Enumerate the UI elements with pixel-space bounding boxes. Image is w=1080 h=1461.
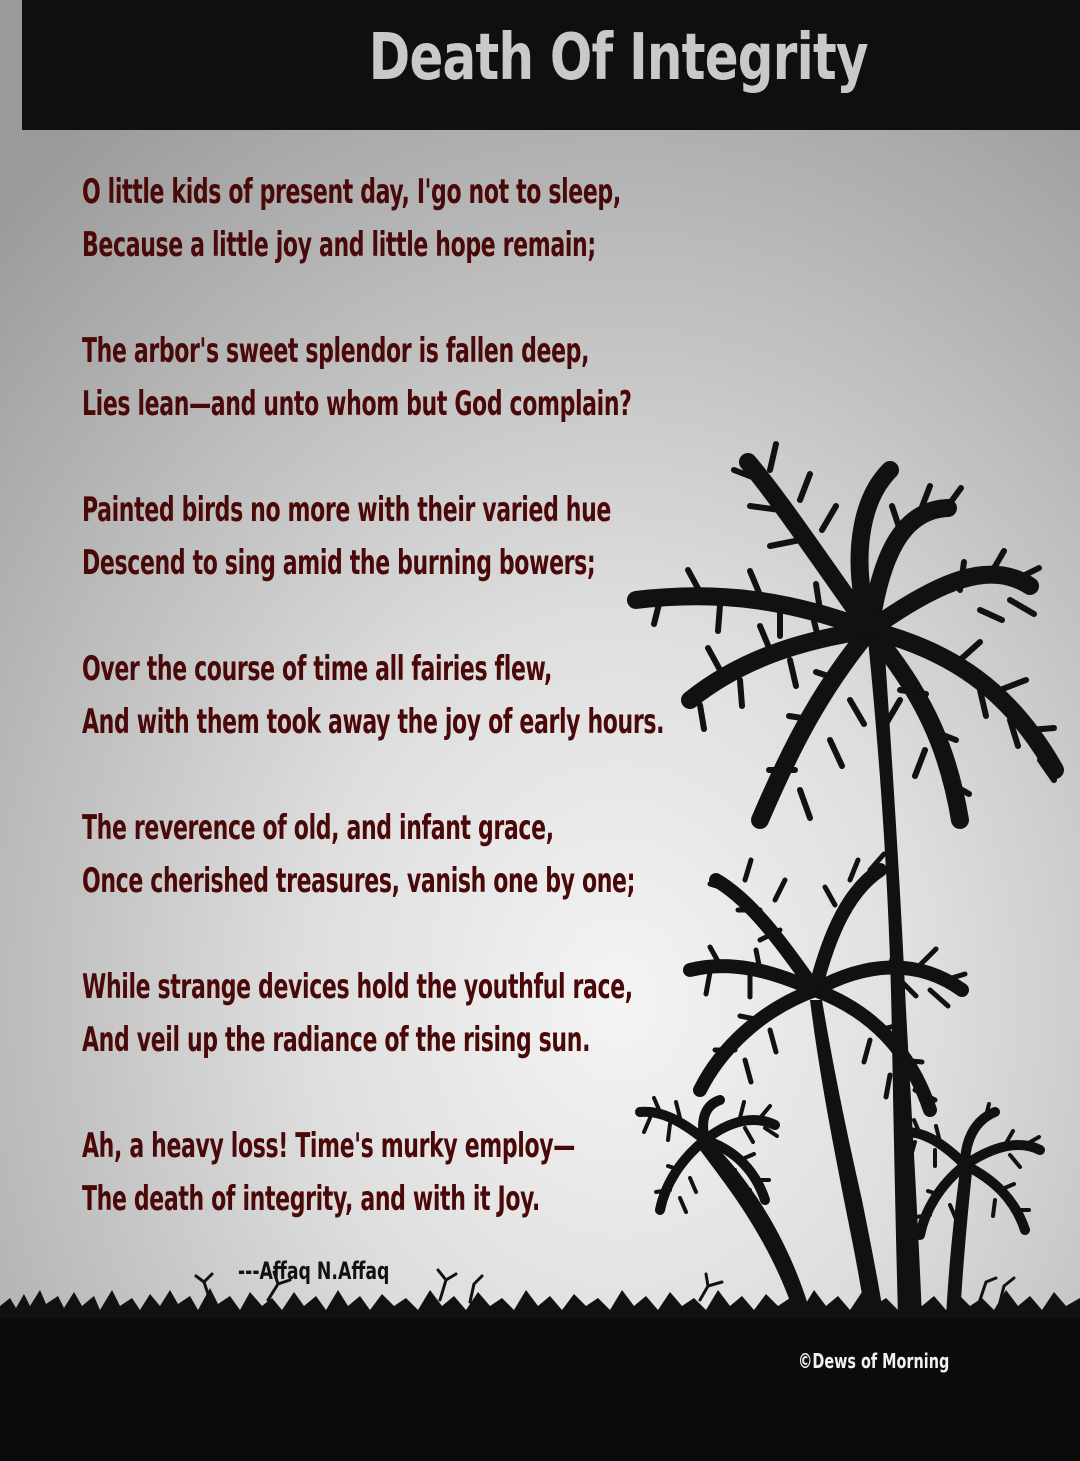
footer-bar [0,1318,1080,1461]
poem-line: The reverence of old, and infant grace, [82,808,554,848]
poem-line: Lies lean—and unto whom but God complain? [82,384,632,424]
poem-line: And veil up the radiance of the rising sun. [82,1020,591,1060]
poem-line: And with them took away the joy of early hours. [82,702,665,742]
poem-title: Death Of Integrity [368,21,868,95]
poem-line: Once cherished treasures, vanish one by one; [82,861,636,901]
poem-line: O little kids of present day, I'go not to sleep, [82,172,621,212]
poem-line: Because a little joy and little hope remain; [82,225,596,265]
poem-author: ---Affaq N.Affaq [238,1257,390,1285]
poem-line: The arbor's sweet splendor is fallen deep, [82,331,590,371]
poem-line: Ah, a heavy loss! Time's murky employ— [82,1126,575,1166]
poem-line: Painted birds no more with their varied hue [82,490,612,530]
stanza [82,643,842,749]
stanza [82,1120,842,1226]
stanza [82,961,842,1067]
stanza [82,802,842,908]
poem-line: Descend to sing amid the burning bowers; [82,543,596,583]
stanza [82,325,842,431]
poem-line: Over the course of time all fairies flew, [82,649,552,689]
stanza [82,484,842,590]
poem-body [82,166,842,1279]
stanza [82,166,842,272]
copyright-notice: ©Dews of Morning [798,1349,950,1373]
poem-line: The death of integrity, and with it Joy. [82,1179,540,1219]
poem-line: While strange devices hold the youthful race, [82,967,633,1007]
